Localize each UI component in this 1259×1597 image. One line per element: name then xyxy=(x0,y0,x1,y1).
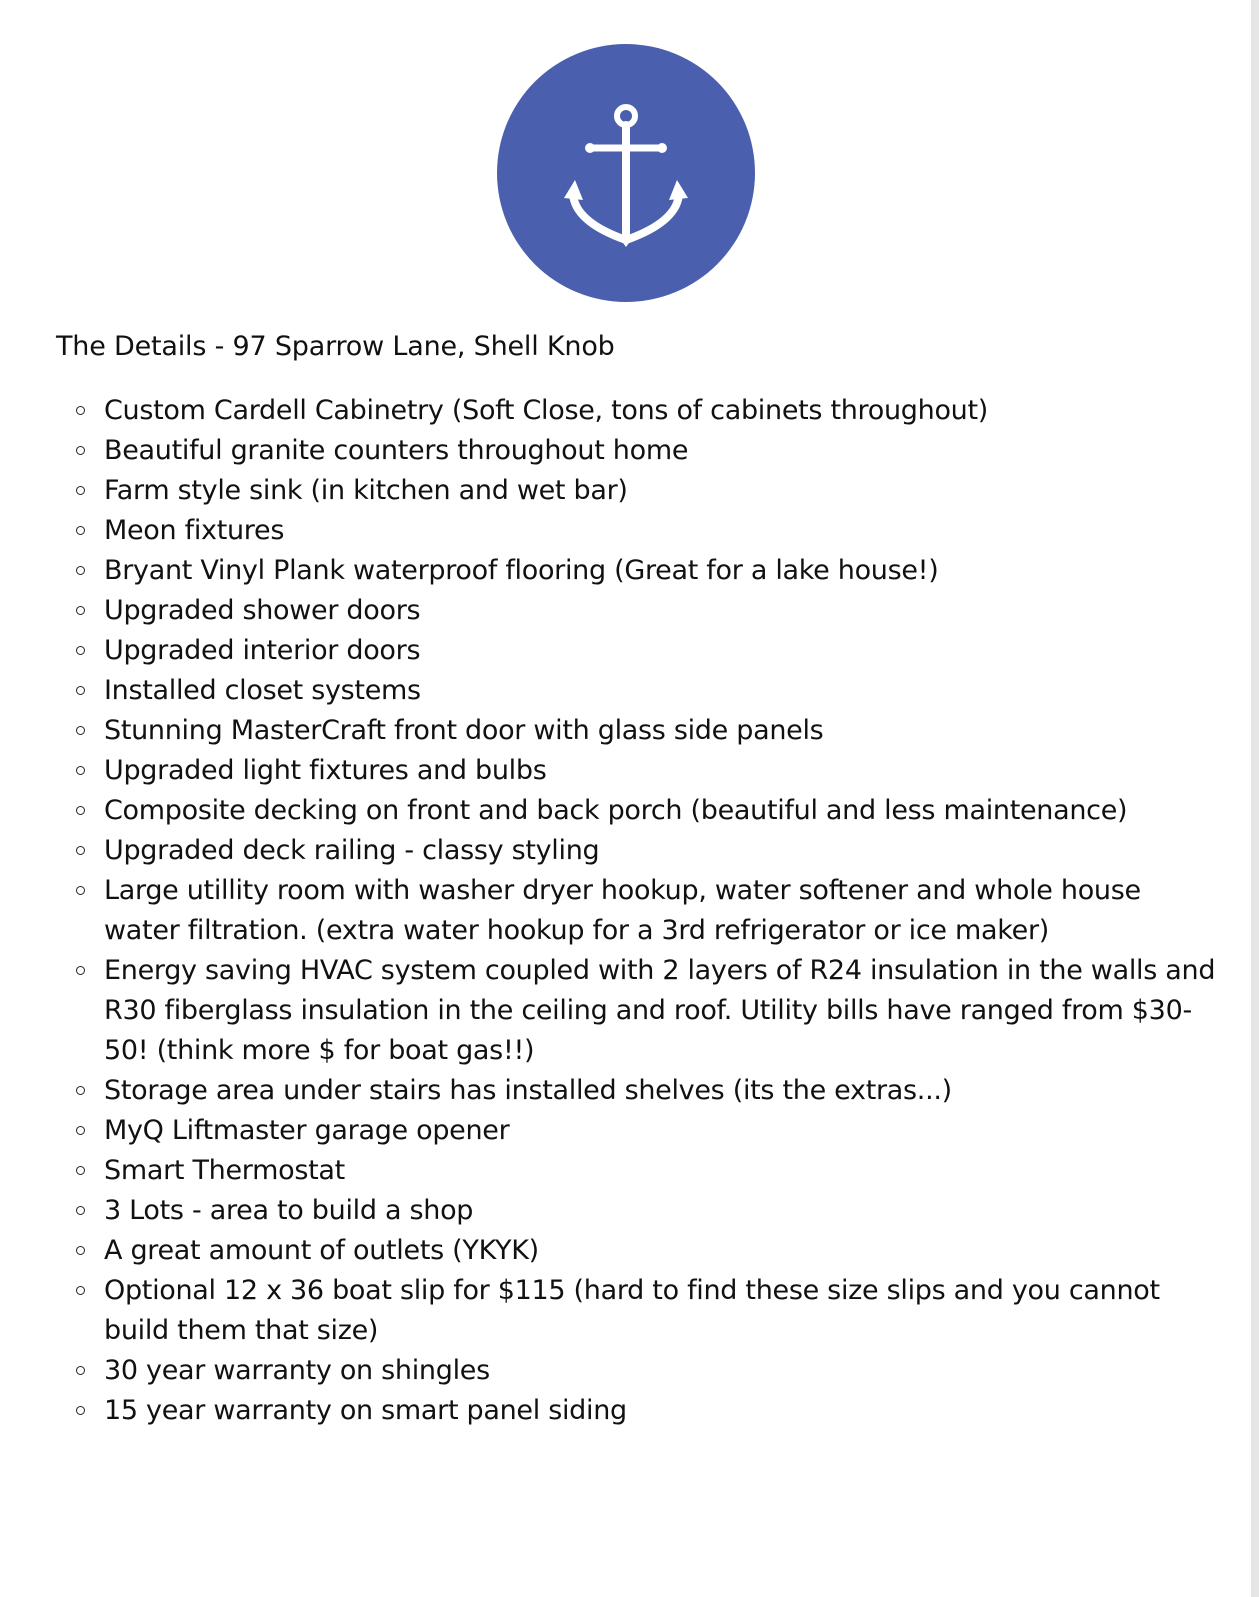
list-item: Bryant Vinyl Plank waterproof flooring (Great for a lake house!) xyxy=(104,551,1224,591)
list-item: Smart Thermostat xyxy=(104,1151,1224,1191)
list-item: A great amount of outlets (YKYK) xyxy=(104,1231,1224,1271)
list-item: Farm style sink (in kitchen and wet bar) xyxy=(104,471,1224,511)
list-item: 15 year warranty on smart panel siding xyxy=(104,1391,1224,1431)
list-item: Energy saving HVAC system coupled with 2 layers of R24 insulation in the walls and R30 fiberglass insulation in the ceiling and roof. Utility bills have ranged from $30-50! (think more $ for boat gas!!) xyxy=(104,951,1224,1071)
list-item: Upgraded light fixtures and bulbs xyxy=(104,751,1224,791)
list-item: Upgraded shower doors xyxy=(104,591,1224,631)
list-item: 3 Lots - area to build a shop xyxy=(104,1191,1224,1231)
list-item: Installed closet systems xyxy=(104,671,1224,711)
anchor-icon xyxy=(497,44,755,302)
list-item: Stunning MasterCraft front door with glass side panels xyxy=(104,711,1224,751)
features-list xyxy=(104,391,1224,1431)
list-item: Large utillity room with washer dryer hookup, water softener and whole house water filtration. (extra water hookup for a 3rd refrigerator or ice maker) xyxy=(104,871,1224,951)
list-item: 30 year warranty on shingles xyxy=(104,1351,1224,1391)
list-item: Upgraded interior doors xyxy=(104,631,1224,671)
anchor-logo xyxy=(497,44,755,302)
list-item: Meon fixtures xyxy=(104,511,1224,551)
page-title: The Details - 97 Sparrow Lane, Shell Knob xyxy=(56,331,615,362)
list-item: Storage area under stairs has installed shelves (its the extras...) xyxy=(104,1071,1224,1111)
list-item: MyQ Liftmaster garage opener xyxy=(104,1111,1224,1151)
list-item: Upgraded deck railing - classy styling xyxy=(104,831,1224,871)
list-item: Beautiful granite counters throughout home xyxy=(104,431,1224,471)
list-item: Custom Cardell Cabinetry (Soft Close, tons of cabinets throughout) xyxy=(104,391,1224,431)
list-item: Optional 12 x 36 boat slip for $115 (hard to find these size slips and you cannot build them that size) xyxy=(104,1271,1224,1351)
page-edge xyxy=(1251,0,1259,1597)
list-item: Composite decking on front and back porch (beautiful and less maintenance) xyxy=(104,791,1224,831)
